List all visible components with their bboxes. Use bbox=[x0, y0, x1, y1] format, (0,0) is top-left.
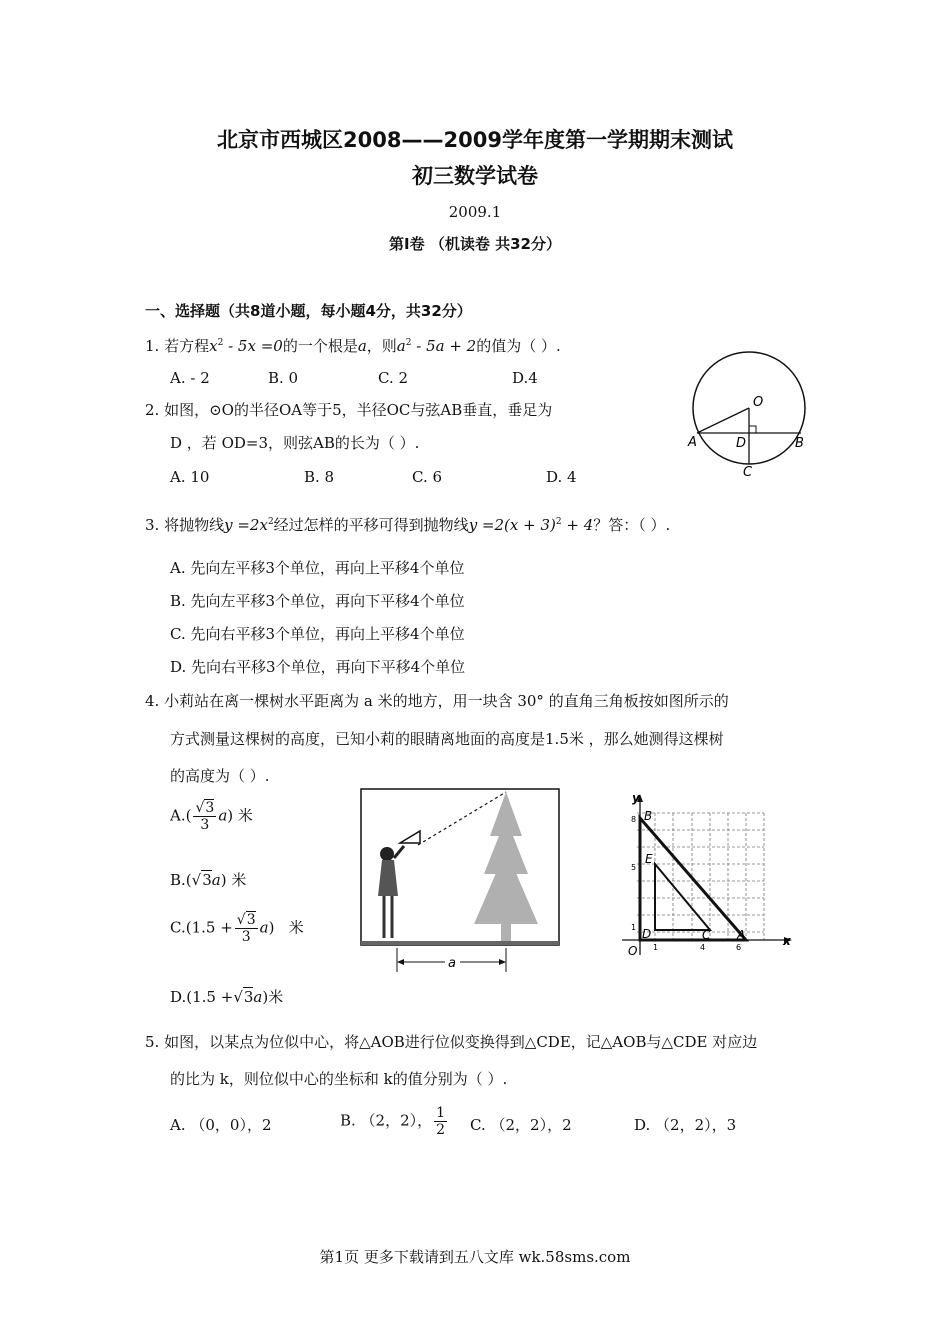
page-title: 北京市西城区2008——2009学年度第一学期期末测试 bbox=[217, 128, 733, 152]
q3-pre: 将抛物线 bbox=[164, 516, 225, 534]
grid-label-c: C bbox=[702, 928, 711, 942]
q2-line2: D ，若 OD=3，则弦AB的长为（ ）. bbox=[170, 434, 420, 452]
q3-option-a: A. 先向左平移3个单位，再向上平移4个单位 bbox=[170, 559, 465, 577]
tree-a-label: a bbox=[448, 956, 456, 971]
grid-label-x: x bbox=[783, 934, 791, 948]
grid-tick-y5: 5 bbox=[631, 863, 637, 872]
grid-figure bbox=[618, 790, 798, 962]
q4-opt-a-frac: $\frac{√3}{3}$ bbox=[195, 800, 215, 833]
q3-eq1: y =2x bbox=[224, 516, 268, 534]
q5-opt-b-den: 2 bbox=[436, 1122, 446, 1138]
volume-heading: 第Ⅰ卷 （机读卷 共32分） bbox=[389, 235, 561, 253]
grid-tick-x4: 4 bbox=[700, 943, 706, 952]
q4-opt-c-frac: $\frac{√3}{3}$ bbox=[236, 912, 256, 945]
q4-opt-d-lead: (1.5 + bbox=[186, 988, 234, 1006]
q4-opt-a-den: 3 bbox=[200, 817, 210, 833]
q3-option-d: D. 先向右平移3个单位，再向下平移4个单位 bbox=[170, 658, 466, 676]
q4-opt-b-var: a bbox=[211, 871, 221, 889]
q4-opt-b-prefix: B. bbox=[170, 871, 186, 889]
grid-label-y: y bbox=[632, 791, 640, 805]
q1-sup-2: 2 bbox=[405, 338, 412, 348]
tree-figure bbox=[360, 788, 562, 974]
q1-post: 的值为（ ）. bbox=[476, 337, 561, 355]
q4-opt-b-unit: 米 bbox=[231, 871, 247, 889]
grid-label-b: B bbox=[644, 809, 653, 823]
q5-line1: 如图，以某点为位似中心，将△AOB进行位似变换得到△CDE，记△AOB与△CDE 对应边 bbox=[164, 1033, 758, 1051]
q1-eq2-rest: - 5a + 2 bbox=[411, 337, 477, 355]
q3-sup1: 2 bbox=[267, 517, 274, 527]
q3-sup2: 2 bbox=[555, 517, 562, 527]
q3-option-b: B. 先向左平移3个单位，再向下平移4个单位 bbox=[170, 592, 465, 610]
circle-figure bbox=[680, 340, 820, 480]
q1-eq1-rest: - 5x =0 bbox=[223, 337, 283, 355]
q4-opt-a-sqrt: 3 bbox=[205, 800, 215, 816]
question-5 bbox=[145, 1032, 757, 1052]
question-1 bbox=[145, 333, 561, 356]
q2-option-b: B. 8 bbox=[304, 468, 335, 486]
q1-pre: 若方程 bbox=[164, 337, 210, 355]
q3-mid: 经过怎样的平移可得到抛物线 bbox=[273, 516, 469, 534]
q4-opt-a-var: a bbox=[218, 806, 228, 825]
grid-label-o: O bbox=[628, 944, 638, 958]
q5-option-d: D. （2，2），3 bbox=[634, 1116, 737, 1134]
q4-option-d: D.(1.5 +√3a)米 bbox=[170, 988, 284, 1006]
q4-opt-a-unit: 米 bbox=[237, 806, 253, 825]
grid-tick-y1: 1 bbox=[631, 923, 637, 932]
q4-opt-d-prefix: D. bbox=[170, 988, 187, 1006]
question-2 bbox=[145, 400, 552, 420]
q5-opt-b-frac bbox=[434, 1105, 447, 1138]
q1-option-d: D.4 bbox=[512, 369, 538, 387]
label-d: D bbox=[736, 436, 747, 451]
q2-option-a: A. 10 bbox=[170, 468, 210, 486]
question-3 bbox=[145, 512, 670, 535]
grid-label-d: D bbox=[642, 927, 652, 941]
q4-number: 4. bbox=[145, 692, 160, 710]
label-o: O bbox=[753, 395, 764, 410]
triangle-cde bbox=[655, 864, 710, 930]
page-footer: 第1页 更多下载请到五八文库 wk.58sms.com bbox=[319, 1248, 631, 1266]
section-heading: 一、选择题（共8道小题，每小题4分，共32分） bbox=[145, 302, 472, 320]
q3-eq2: y =2(x + 3) bbox=[468, 516, 556, 534]
q5-number: 5. bbox=[145, 1033, 160, 1051]
grid-label-a: A bbox=[737, 928, 746, 942]
q4-option-c: C.(1.5 + $\frac{√3}{3}$ a) 米 bbox=[170, 912, 304, 945]
q5-line2: 的比为 k，则位似中心的坐标和 k的值分别为（ ）. bbox=[170, 1070, 508, 1088]
q4-opt-c-den: 3 bbox=[241, 929, 251, 945]
q4-line3: 的高度为（ ）. bbox=[170, 767, 270, 785]
q3-number: 3. bbox=[145, 516, 160, 534]
ground bbox=[361, 941, 559, 945]
q4-line1: 小莉站在离一棵树水平距离为 a 米的地方，用一块含 30° 的直角三角板按如图所示的 bbox=[164, 692, 729, 710]
q4-option-b: B.(√3a) 米 bbox=[170, 871, 247, 889]
q4-opt-c-var: a bbox=[259, 918, 269, 937]
q3-post: ？答：（ ）. bbox=[593, 516, 671, 534]
q1-then: ，则 bbox=[366, 337, 397, 355]
grid-label-e: E bbox=[645, 852, 653, 866]
q3-option-c: C. 先向右平移3个单位，再向上平移4个单位 bbox=[170, 625, 465, 643]
label-c: C bbox=[743, 465, 753, 480]
q2-option-c: C. 6 bbox=[412, 468, 443, 486]
q5-opt-b-text: B. （2，2）， bbox=[340, 1111, 433, 1130]
grid-lines bbox=[637, 813, 764, 940]
q4-opt-d-unit: 米 bbox=[268, 988, 284, 1006]
q5-opt-b-num: 1 bbox=[436, 1105, 446, 1121]
q1-option-c: C. 2 bbox=[378, 369, 409, 387]
q4-opt-d-sqrt: 3 bbox=[243, 988, 254, 1006]
q1-eq1: x bbox=[209, 337, 218, 355]
q1-number: 1. bbox=[145, 337, 160, 355]
q1-eq2: a bbox=[396, 337, 406, 355]
q4-line2: 方式测量这棵树的高度，已知小莉的眼睛离地面的高度是1.5米 ，那么她测得这棵树 bbox=[170, 730, 724, 748]
grid-tick-y8: 8 bbox=[631, 815, 637, 824]
q1-option-b: B. 0 bbox=[268, 369, 299, 387]
page-subtitle: 初三数学试卷 bbox=[412, 164, 538, 188]
q1-mid: 的一个根是 bbox=[282, 337, 358, 355]
q4-option-a: A.( $\frac{√3}{3}$ a) 米 bbox=[170, 800, 253, 833]
q4-opt-b-sqrt: 3 bbox=[202, 871, 212, 889]
exam-date: 2009.1 bbox=[448, 203, 502, 221]
q2-number: 2. bbox=[145, 401, 160, 419]
q1-var: a bbox=[357, 337, 367, 355]
q5-option-a: A. （0，0），2 bbox=[170, 1116, 272, 1134]
q1-sup: 2 bbox=[217, 338, 224, 348]
grid-tick-x6: 6 bbox=[736, 943, 742, 952]
q1-option-a: A. - 2 bbox=[170, 369, 210, 387]
q4-opt-c-lead: (1.5 + bbox=[185, 918, 233, 937]
grid-tick-x1: 1 bbox=[653, 943, 659, 952]
q2-option-d: D. 4 bbox=[546, 468, 577, 486]
q4-opt-a-prefix: A. bbox=[170, 806, 186, 825]
label-b: B bbox=[795, 436, 804, 451]
q2-line1: 如图，⊙O的半径OA等于5，半径OC与弦AB垂直，垂足为 bbox=[164, 401, 553, 419]
question-4 bbox=[145, 691, 729, 711]
q5-option-b bbox=[340, 1105, 449, 1138]
q5-option-c: C. （2，2），2 bbox=[470, 1116, 572, 1134]
q4-opt-c-prefix: C. bbox=[170, 918, 186, 937]
q4-opt-c-sqrt: 3 bbox=[246, 912, 256, 928]
q4-opt-d-var: a bbox=[253, 988, 263, 1006]
q4-opt-c-unit: 米 bbox=[288, 918, 304, 937]
q3-eq2-tail: + 4 bbox=[561, 516, 594, 534]
label-a: A bbox=[688, 435, 697, 450]
